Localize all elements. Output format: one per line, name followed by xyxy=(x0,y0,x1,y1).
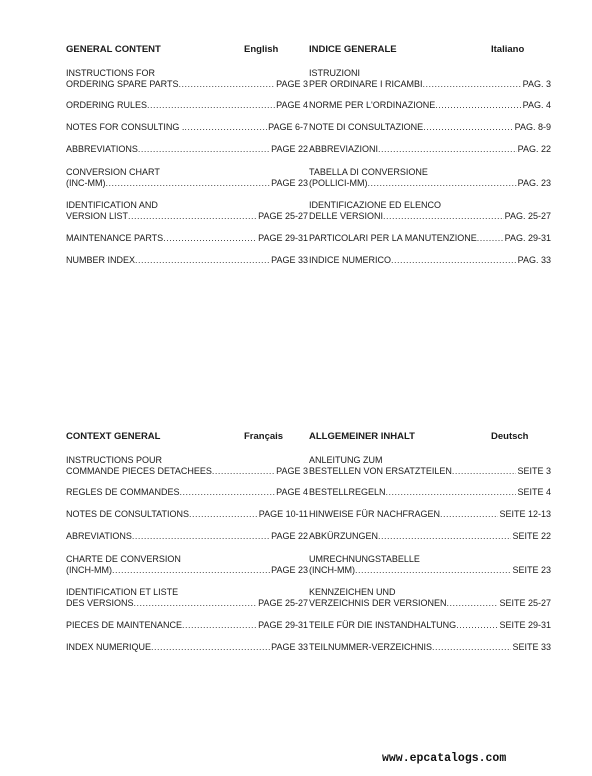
toc-entry-row xyxy=(66,531,308,542)
toc-entry-page: SEITE 4 xyxy=(517,487,551,497)
toc-entry xyxy=(309,255,551,266)
toc-entry xyxy=(309,554,551,576)
section-language: Français xyxy=(244,431,284,442)
toc-entry-row xyxy=(309,122,551,133)
toc-entry-page: PAGE 4 xyxy=(276,487,308,497)
toc-entry-label: NOTES FOR CONSULTING . xyxy=(66,122,185,132)
toc-entry xyxy=(309,100,551,111)
toc-entry-label: INDEX NUMERIQUE xyxy=(66,642,152,652)
toc-entry-label: VERZEICHNIS DER VERSIONEN xyxy=(309,598,447,608)
toc-entry-label: COMMANDE PIECES DETACHEES xyxy=(66,466,212,476)
dot-leader xyxy=(106,178,271,189)
toc-entry-page: PAG. 8-9 xyxy=(514,122,551,132)
toc-entry xyxy=(66,620,308,631)
toc-entry xyxy=(309,531,551,542)
dot-leader xyxy=(182,620,257,631)
dot-leader xyxy=(423,79,522,90)
toc-entry-page: PAG. 22 xyxy=(517,144,551,154)
toc-entry-label: NUMBER INDEX xyxy=(66,255,136,265)
toc-entry-row xyxy=(66,642,308,653)
toc-entry xyxy=(309,620,551,631)
toc-entry-label: NOTES DE CONSULTATIONS xyxy=(66,509,190,519)
toc-entry-row xyxy=(66,122,308,133)
toc-entry-row xyxy=(309,178,551,189)
toc-entry-label: (INCH-MM) xyxy=(66,565,112,575)
toc-entry-row xyxy=(309,642,551,653)
toc-entry-row xyxy=(66,79,308,90)
dot-leader xyxy=(128,211,257,222)
toc-entry xyxy=(66,100,308,111)
toc-entry-line1: KENNZEICHEN UND xyxy=(309,587,396,597)
section-allgemeiner-inhalt xyxy=(309,431,551,652)
toc-entry xyxy=(309,167,551,189)
dot-leader xyxy=(423,122,513,133)
toc-entry-line1: UMRECHNUNGSTABELLE xyxy=(309,554,420,564)
toc-entry-row xyxy=(309,620,551,631)
dot-leader xyxy=(163,233,257,244)
section-title: GENERAL CONTENT xyxy=(66,44,161,55)
toc-entry-line1: CHARTE DE CONVERSION xyxy=(66,554,181,564)
section-header xyxy=(309,44,551,58)
toc-entry-row xyxy=(66,509,308,520)
toc-entry-page: PAGE 10-11 xyxy=(258,509,308,519)
toc-entry-row xyxy=(66,178,308,189)
toc-entry xyxy=(66,68,308,90)
toc-entry-label: BESTELLEN VON ERSATZTEILEN xyxy=(309,466,452,476)
dot-leader xyxy=(179,79,276,90)
toc-entry-label: REGLES DE COMMANDES xyxy=(66,487,180,497)
toc-entry-label: ORDERING RULES xyxy=(66,100,148,110)
toc-entry-row xyxy=(309,531,551,542)
dot-leader xyxy=(180,487,276,498)
toc-entry-row xyxy=(309,487,551,498)
dot-leader xyxy=(452,466,517,477)
toc-entry-label: VERSION LIST xyxy=(66,211,129,221)
toc-entry-label: (INC-MM) xyxy=(66,178,106,188)
section-context-general xyxy=(66,431,308,652)
toc-entry-row xyxy=(66,466,308,477)
toc-entry xyxy=(309,587,551,609)
dot-leader xyxy=(383,211,504,222)
dot-leader xyxy=(212,466,275,477)
toc-entry-page: PAG. 3 xyxy=(522,79,551,89)
toc-entry-row xyxy=(66,620,308,631)
toc-entry-row xyxy=(66,487,308,498)
dot-leader xyxy=(112,565,270,576)
section-language: English xyxy=(244,44,279,55)
toc-entry xyxy=(309,68,551,90)
dot-leader xyxy=(386,487,517,498)
toc-entry-label: BESTELLREGELN xyxy=(309,487,386,497)
section-language: Deutsch xyxy=(491,431,529,442)
section-general-content xyxy=(66,44,308,265)
toc-entry xyxy=(66,531,308,542)
toc-entry-label: ORDERING SPARE PARTS xyxy=(66,79,179,89)
toc-entry-row xyxy=(66,598,308,609)
dot-leader xyxy=(184,122,267,133)
toc-entry-row xyxy=(309,509,551,520)
toc-entry-row xyxy=(309,211,551,222)
toc-entry-row xyxy=(309,100,551,111)
toc-entry-line1: ANLEITUNG ZUM xyxy=(309,455,383,465)
toc-entry-page: SEITE 22 xyxy=(512,531,551,541)
toc-entry xyxy=(66,642,308,653)
toc-entry-label: DES VERSIONS xyxy=(66,598,134,608)
toc-entry-label: (INCH-MM) xyxy=(309,565,355,575)
toc-entry-page: SEITE 33 xyxy=(512,642,551,652)
dot-leader xyxy=(189,509,258,520)
dot-leader xyxy=(151,642,270,653)
toc-entry-row xyxy=(66,100,308,111)
toc-entry-page: PAGE 3 xyxy=(276,466,308,476)
toc-entry-line1: ISTRUZIONI xyxy=(309,68,360,78)
toc-entry-label: MAINTENANCE PARTS xyxy=(66,233,164,243)
dot-leader xyxy=(132,531,270,542)
dot-leader xyxy=(447,598,499,609)
toc-entry xyxy=(66,200,308,222)
toc-entry-page: PAG. 29-31 xyxy=(504,233,551,243)
toc-entry-page: SEITE 25-27 xyxy=(499,598,551,608)
dot-leader xyxy=(147,100,275,111)
section-title: CONTEXT GENERAL xyxy=(66,431,161,442)
toc-entry-line1: IDENTIFICATION AND xyxy=(66,200,158,210)
toc-entry xyxy=(66,255,308,266)
toc-entry-row xyxy=(309,565,551,576)
toc-entry xyxy=(66,554,308,576)
toc-entry-page: PAGE 22 xyxy=(271,531,308,541)
toc-entry-label: TEILE FÜR DIE INSTANDHALTUNG xyxy=(309,620,457,630)
toc-entry-label: NORME PER L'ORDINAZIONE xyxy=(309,100,436,110)
toc-entry xyxy=(309,233,551,244)
toc-entry-row xyxy=(309,466,551,477)
toc-entry xyxy=(66,144,308,155)
toc-entry-page: PAGE 33 xyxy=(271,642,308,652)
dot-leader xyxy=(456,620,498,631)
section-title: ALLGEMEINER INHALT xyxy=(309,431,415,442)
dot-leader xyxy=(432,642,511,653)
toc-entry-row xyxy=(309,79,551,90)
section-header xyxy=(66,44,308,58)
toc-entry xyxy=(309,487,551,498)
toc-entry-label: TEILNUMMER-VERZEICHNIS xyxy=(309,642,433,652)
dot-leader xyxy=(378,144,517,155)
toc-entry-row xyxy=(66,211,308,222)
toc-entry-page: PAGE 4 xyxy=(276,100,308,110)
toc-entry xyxy=(309,509,551,520)
toc-entry-page: PAGE 25-27 xyxy=(258,211,308,221)
toc-entry-line1: IDENTIFICAZIONE ED ELENCO xyxy=(309,200,442,210)
toc-entry-label: ABBREVIATIONS xyxy=(66,144,138,154)
toc-entry-page: PAGE 33 xyxy=(271,255,308,265)
toc-entry-label: DELLE VERSIONI xyxy=(309,211,384,221)
toc-entry-page: PAGE 29-31 xyxy=(258,620,308,630)
toc-entry-page: PAGE 3 xyxy=(276,79,308,89)
toc-entry xyxy=(309,144,551,155)
toc-entry-line1: IDENTIFICATION ET LISTE xyxy=(66,587,179,597)
section-indice-generale xyxy=(309,44,551,265)
toc-entry-label: PIECES DE MAINTENANCE xyxy=(66,620,183,630)
toc-entry xyxy=(66,233,308,244)
dot-leader xyxy=(391,255,517,266)
toc-entry-line1: TABELLA DI CONVERSIONE xyxy=(309,167,428,177)
toc-entry-label: INDICE NUMERICO xyxy=(309,255,392,265)
toc-entry-row xyxy=(66,233,308,244)
toc-entry-line1: CONVERSION CHART xyxy=(66,167,160,177)
toc-entry-label: ABREVIATIONS xyxy=(66,531,132,541)
footer-website: www.epcatalogs.com xyxy=(382,752,507,765)
section-title: INDICE GENERALE xyxy=(309,44,397,55)
toc-entry-line1: INSTRUCTIONS FOR xyxy=(66,68,155,78)
toc-entry-page: SEITE 3 xyxy=(517,466,551,476)
toc-entry-row xyxy=(66,144,308,155)
toc-entry-row xyxy=(66,255,308,266)
toc-entry-label: PARTICOLARI PER LA MANUTENZIONE xyxy=(309,233,477,243)
toc-entry xyxy=(66,487,308,498)
toc-entry-row xyxy=(309,255,551,266)
toc-entry-page: PAGE 23 xyxy=(271,178,308,188)
toc-entry-page: PAGE 25-27 xyxy=(258,598,308,608)
toc-entry-page: SEITE 29-31 xyxy=(499,620,551,630)
toc-entry-page: PAGE 6-7 xyxy=(268,122,308,132)
toc-entry-label: HINWEISE FÜR NACHFRAGEN xyxy=(309,509,441,519)
toc-entry xyxy=(66,455,308,477)
toc-entry xyxy=(66,122,308,133)
toc-entry-label: NOTE DI CONSULTAZIONE xyxy=(309,122,424,132)
section-header xyxy=(309,431,551,445)
toc-entry xyxy=(309,200,551,222)
toc-entry-label: ABKÜRZUNGEN xyxy=(309,531,379,541)
toc-entry-row xyxy=(309,233,551,244)
toc-entry xyxy=(309,642,551,653)
toc-entry-label: PER ORDINARE I RICAMBI xyxy=(309,79,423,89)
toc-entry-page: PAG. 23 xyxy=(517,178,551,188)
toc-entry xyxy=(66,509,308,520)
section-header xyxy=(66,431,308,445)
dot-leader xyxy=(440,509,498,520)
toc-entry-page: SEITE 23 xyxy=(512,565,551,575)
toc-entry-label: (POLLICI-MM) xyxy=(309,178,368,188)
toc-entry-page: PAG. 25-27 xyxy=(504,211,551,221)
dot-leader xyxy=(368,178,517,189)
toc-entry-page: PAG. 4 xyxy=(522,100,551,110)
toc-entry-page: PAG. 33 xyxy=(517,255,551,265)
toc-entry-page: PAGE 29-31 xyxy=(258,233,308,243)
dot-leader xyxy=(378,531,511,542)
toc-entry xyxy=(66,587,308,609)
dot-leader xyxy=(134,598,258,609)
dot-leader xyxy=(355,565,511,576)
toc-entry-page: PAGE 22 xyxy=(271,144,308,154)
toc-entry-line1: INSTRUCTIONS POUR xyxy=(66,455,163,465)
dot-leader xyxy=(435,100,521,111)
toc-entry-page: PAGE 23 xyxy=(271,565,308,575)
toc-entry-row xyxy=(66,565,308,576)
toc-entry-label: ABBREVIAZIONI xyxy=(309,144,379,154)
dot-leader xyxy=(135,255,270,266)
toc-entry-row xyxy=(309,144,551,155)
dot-leader xyxy=(138,144,270,155)
dot-leader xyxy=(477,233,504,244)
section-language: Italiano xyxy=(491,44,525,55)
toc-entry xyxy=(309,455,551,477)
toc-entry xyxy=(66,167,308,189)
toc-entry-page: SEITE 12-13 xyxy=(499,509,551,519)
toc-entry-row xyxy=(309,598,551,609)
toc-entry xyxy=(309,122,551,133)
